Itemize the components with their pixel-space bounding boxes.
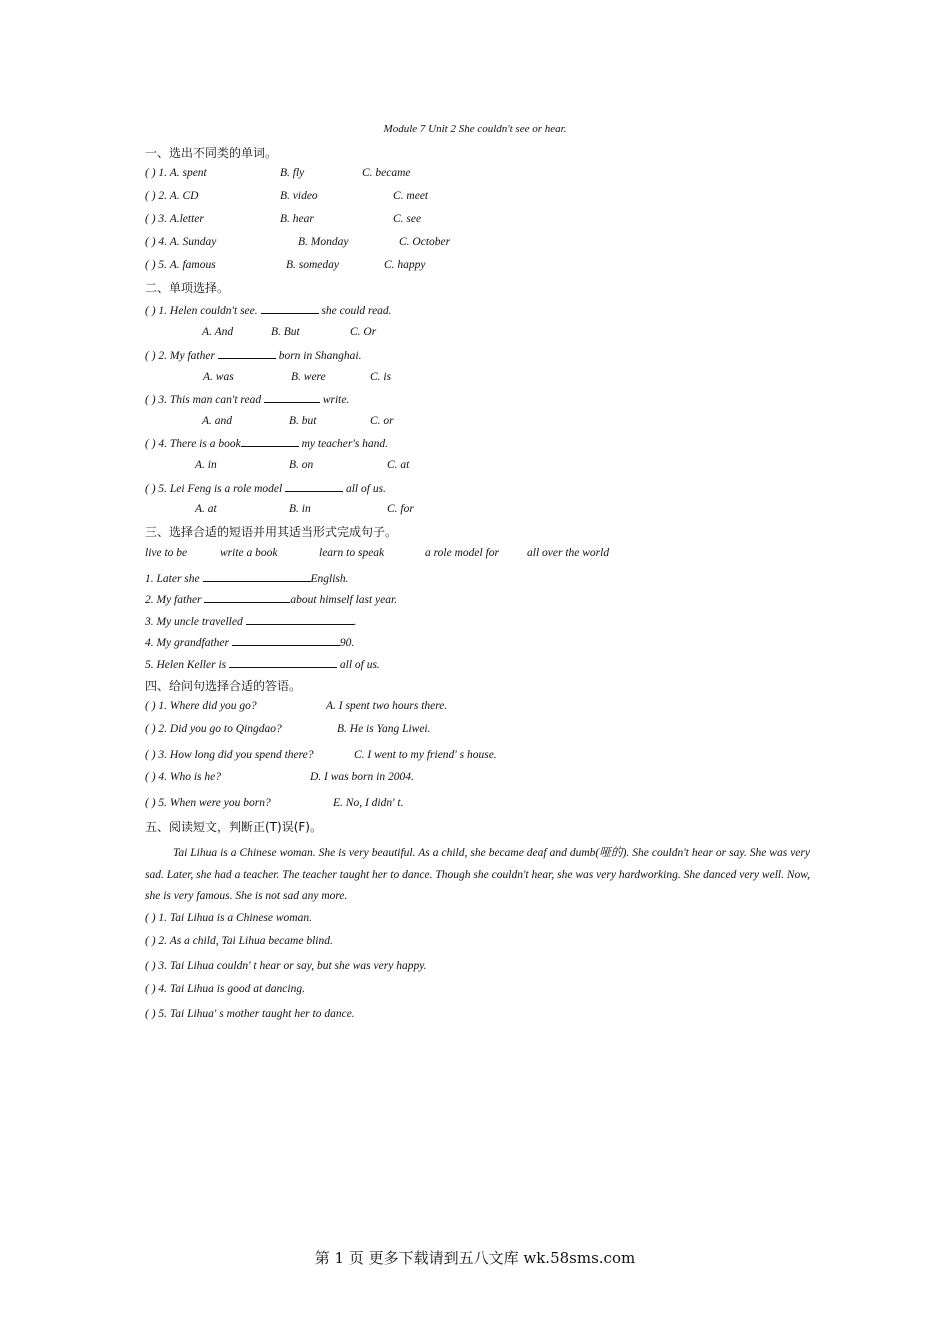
s3-item5-tail: all of us. (337, 659, 380, 671)
s2-q4-tail: my teacher's hand. (298, 438, 389, 450)
s5-item5: ( ) 5. Tai Lihua' s mother taught her to dance. (145, 1008, 355, 1020)
answer-blank[interactable] (203, 570, 311, 582)
phrase-1: live to be (145, 547, 188, 559)
s2-q3 (145, 391, 349, 407)
s1-item3-c: C. see (393, 213, 422, 225)
s1-item2-b: B. video (280, 190, 318, 202)
answer-blank[interactable] (246, 613, 354, 625)
s4-q2: ( ) 2. Did you go to Qingdao? (145, 723, 282, 735)
s4-q5: ( ) 5. When were you born? (145, 797, 271, 809)
s2-q5-stem: ( ) 5. Lei Feng is a role model (145, 483, 286, 495)
s2-q4-b: B. on (289, 459, 314, 471)
s1-item4-c: C. October (399, 236, 451, 248)
s3-item3-stem: 3. My uncle travelled (145, 616, 246, 628)
s3-item3-tail: . (353, 616, 357, 628)
s1-item2: ( ) 2. A. CD (145, 190, 199, 202)
s2-q2 (145, 347, 361, 363)
s1-item4-b: B. Monday (298, 236, 349, 248)
s2-q5-a: A. at (195, 503, 217, 515)
s1-item5: ( ) 5. A. famous (145, 259, 216, 271)
s3-item1-tail: English. (310, 573, 349, 585)
s2-q4-c: C. at (387, 459, 410, 471)
reading-passage: Tai Lihua is a Chinese woman. She is very beautiful. As a child, she became deaf and dumb(哑的). She couldn't hear or say. She was very sad. Later, she had a teacher. The teacher taught her to dance. Though she couldn't hear, she was very hardworking. She danced very well. Now, she is very famous. She is not sad any more. (145, 847, 810, 902)
section5-heading: 五、阅读短文，判断正(T)误(F)。 (145, 820, 322, 834)
s4-q4: ( ) 4. Who is he? (145, 771, 222, 783)
page-title: Module 7 Unit 2 She couldn't see or hear. (383, 123, 567, 135)
s2-q1 (145, 302, 392, 318)
s2-q4 (145, 435, 388, 451)
s2-q1-tail: she could read. (318, 305, 392, 317)
s2-q5-c: C. for (387, 503, 414, 515)
s1-item1-c: C. became (362, 167, 411, 179)
s3-item5 (145, 656, 380, 672)
answer-blank[interactable] (264, 391, 320, 403)
s2-q2-c: C. is (370, 371, 392, 383)
answer-blank[interactable] (229, 656, 337, 668)
answer-blank[interactable] (218, 347, 276, 359)
s2-q3-c: C. or (370, 415, 394, 427)
s2-q1-c: C. Or (350, 326, 377, 338)
s4-a5: E. No, I didn' t. (333, 797, 404, 809)
s2-q2-b: B. were (291, 371, 326, 383)
s4-q3: ( ) 3. How long did you spend there? (145, 749, 314, 761)
s2-q1-b: B. But (271, 326, 300, 338)
section4-heading: 四、给问句选择合适的答语。 (145, 679, 302, 693)
s3-item5-stem: 5. Helen Keller is (145, 659, 229, 671)
s5-item4: ( ) 4. Tai Lihua is good at dancing. (145, 983, 305, 995)
s1-item1-b: B. fly (280, 167, 305, 179)
section2-heading: 二、单项选择。 (145, 281, 230, 295)
s5-item1: ( ) 1. Tai Lihua is a Chinese woman. (145, 912, 312, 924)
s4-a1: A. I spent two hours there. (326, 700, 448, 712)
answer-blank[interactable] (241, 435, 299, 447)
s5-item3: ( ) 3. Tai Lihua couldn' t hear or say, but she was very happy. (145, 960, 427, 972)
section3-heading: 三、选择合适的短语并用其适当形式完成句子。 (145, 525, 398, 539)
phrase-3: learn to speak (319, 547, 385, 559)
s4-a4: D. I was born in 2004. (310, 771, 414, 783)
s2-q2-stem: ( ) 2. My father (145, 350, 218, 362)
phrase-4: a role model for (425, 547, 499, 559)
s2-q5-tail: all of us. (343, 483, 386, 495)
answer-blank[interactable] (232, 634, 340, 646)
s2-q3-b: B. but (289, 415, 317, 427)
s3-item2-tail: about himself last year. (290, 594, 398, 606)
answer-blank[interactable] (261, 302, 319, 314)
s5-item2: ( ) 2. As a child, Tai Lihua became blind. (145, 935, 333, 947)
s3-item1-stem: 1. Later she (145, 573, 203, 585)
s2-q4-stem: ( ) 4. There is a book (145, 438, 241, 450)
s1-item3-b: B. hear (280, 213, 314, 225)
s3-item4-tail: 90. (339, 637, 355, 649)
s4-a3: C. I went to my friend' s house. (354, 749, 497, 761)
s2-q3-stem: ( ) 3. This man can't read (145, 394, 264, 406)
s4-a2: B. He is Yang Liwei. (337, 723, 431, 735)
s1-item1: ( ) 1. A. spent (145, 167, 207, 179)
phrase-2: write a book (220, 547, 278, 559)
section1-heading: 一、选出不同类的单词。 (145, 146, 278, 160)
s2-q5-b: B. in (289, 503, 311, 515)
s2-q3-a: A. and (202, 415, 233, 427)
s1-item5-c: C. happy (384, 259, 426, 271)
s1-item5-b: B. someday (286, 259, 340, 271)
s1-item3: ( ) 3. A.letter (145, 213, 204, 225)
answer-blank[interactable] (285, 480, 343, 492)
s3-item3 (145, 613, 356, 629)
s2-q2-a: A. was (203, 371, 234, 383)
phrase-5: all over the world (527, 547, 610, 559)
s2-q5 (145, 480, 386, 496)
s3-item4 (145, 634, 354, 650)
s1-item2-c: C. meet (393, 190, 429, 202)
s2-q1-a: A. And (202, 326, 234, 338)
s2-q4-a: A. in (195, 459, 217, 471)
s3-item2 (145, 591, 397, 607)
page-footer: 第 1 页 更多下载请到五八文库 wk.58sms.com (314, 1249, 636, 1267)
s2-q3-tail: write. (319, 394, 350, 406)
answer-blank[interactable] (204, 591, 290, 603)
s3-item4-stem: 4. My grandfather (145, 637, 232, 649)
s1-item4: ( ) 4. A. Sunday (145, 236, 217, 248)
s2-q2-tail: born in Shanghai. (275, 350, 362, 362)
s2-q1-stem: ( ) 1. Helen couldn't see. (145, 305, 261, 317)
s3-item2-stem: 2. My father (145, 594, 205, 606)
s3-item1 (145, 570, 349, 586)
s4-q1: ( ) 1. Where did you go? (145, 700, 257, 712)
